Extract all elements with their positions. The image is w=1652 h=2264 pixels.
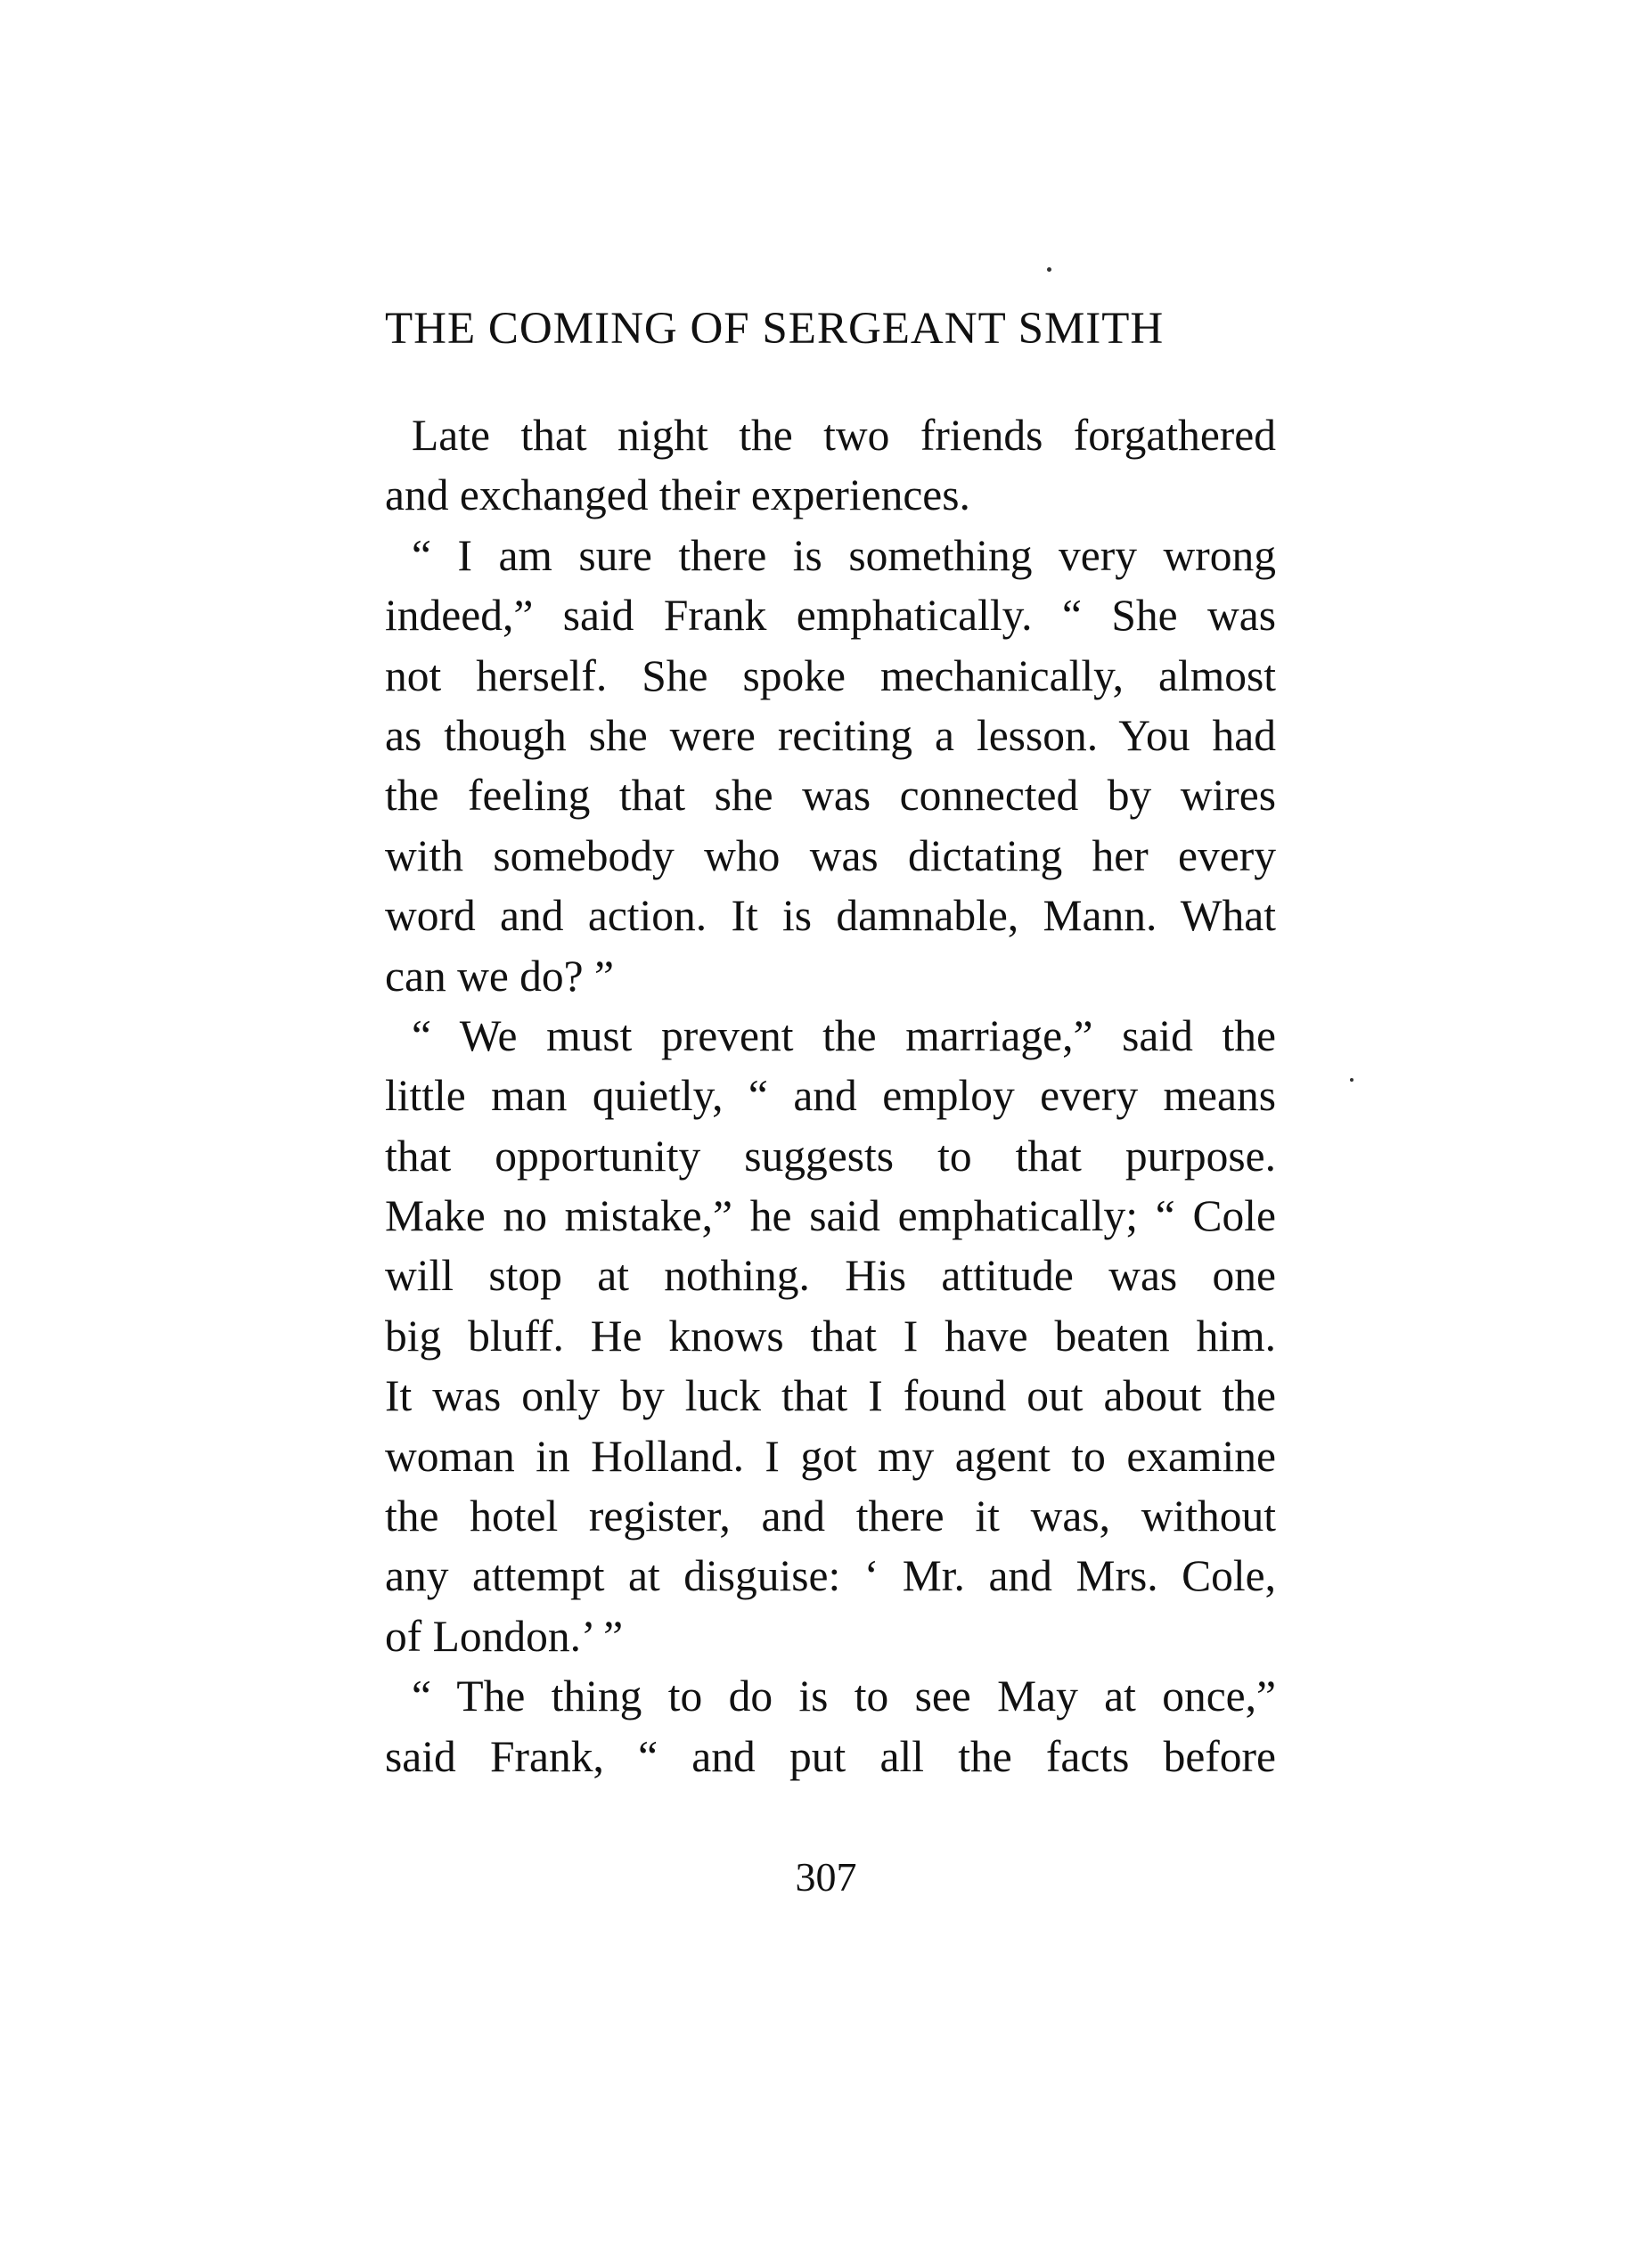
text-line: “ We must prevent the marriage,” said the [412,1010,1276,1060]
text-line: will stop at nothing. His attitude was one [385,1251,1276,1301]
text-line: the hotel register, and there it was, without [385,1492,1276,1541]
text-line: with somebody who was dictating her every [385,830,1276,880]
text-line: not herself. She spoke mechanically, almost [385,650,1276,700]
scan-speck [1350,1078,1353,1082]
text-line: It was only by luck that I found out about the [385,1371,1276,1421]
text-line: Make no mistake,” he said emphatically; “ Cole [385,1191,1276,1241]
running-head: THE COMING OF SERGEANT SMITH [385,304,1165,354]
text-line: word and action. It is damnable, Mann. What [385,891,1276,941]
text-line: can we do? ” [385,951,614,1001]
text-line: “ The thing to do is to see May at once,” [412,1671,1276,1721]
body-text [385,405,1276,1786]
text-line: little man quietly, “ and employ every means [385,1071,1276,1121]
text-line: that opportunity suggests to that purpose. [385,1131,1276,1181]
text-line: any attempt at disguise: ‘ Mr. and Mrs. Cole, [385,1551,1276,1601]
text-line: the feeling that she was connected by wires [385,771,1276,821]
text-line: as though she were reciting a lesson. You had [385,710,1276,760]
text-line: “ I am sure there is something very wrong [412,530,1276,580]
text-line: big bluff. He knows that I have beaten him. [385,1311,1276,1361]
text-line: of London.’ ” [385,1611,624,1661]
text-line: said Frank, “ and put all the facts before [385,1731,1276,1781]
text-line: and exchanged their experiences. [385,470,970,520]
scan-speck [1047,267,1051,272]
page-number: 307 [795,1854,857,1900]
text-line: Late that night the two friends forgathered [412,411,1276,460]
text-line: woman in Holland. I got my agent to examine [385,1431,1276,1481]
text-line: indeed,” said Frank emphatically. “ She was [385,591,1276,641]
